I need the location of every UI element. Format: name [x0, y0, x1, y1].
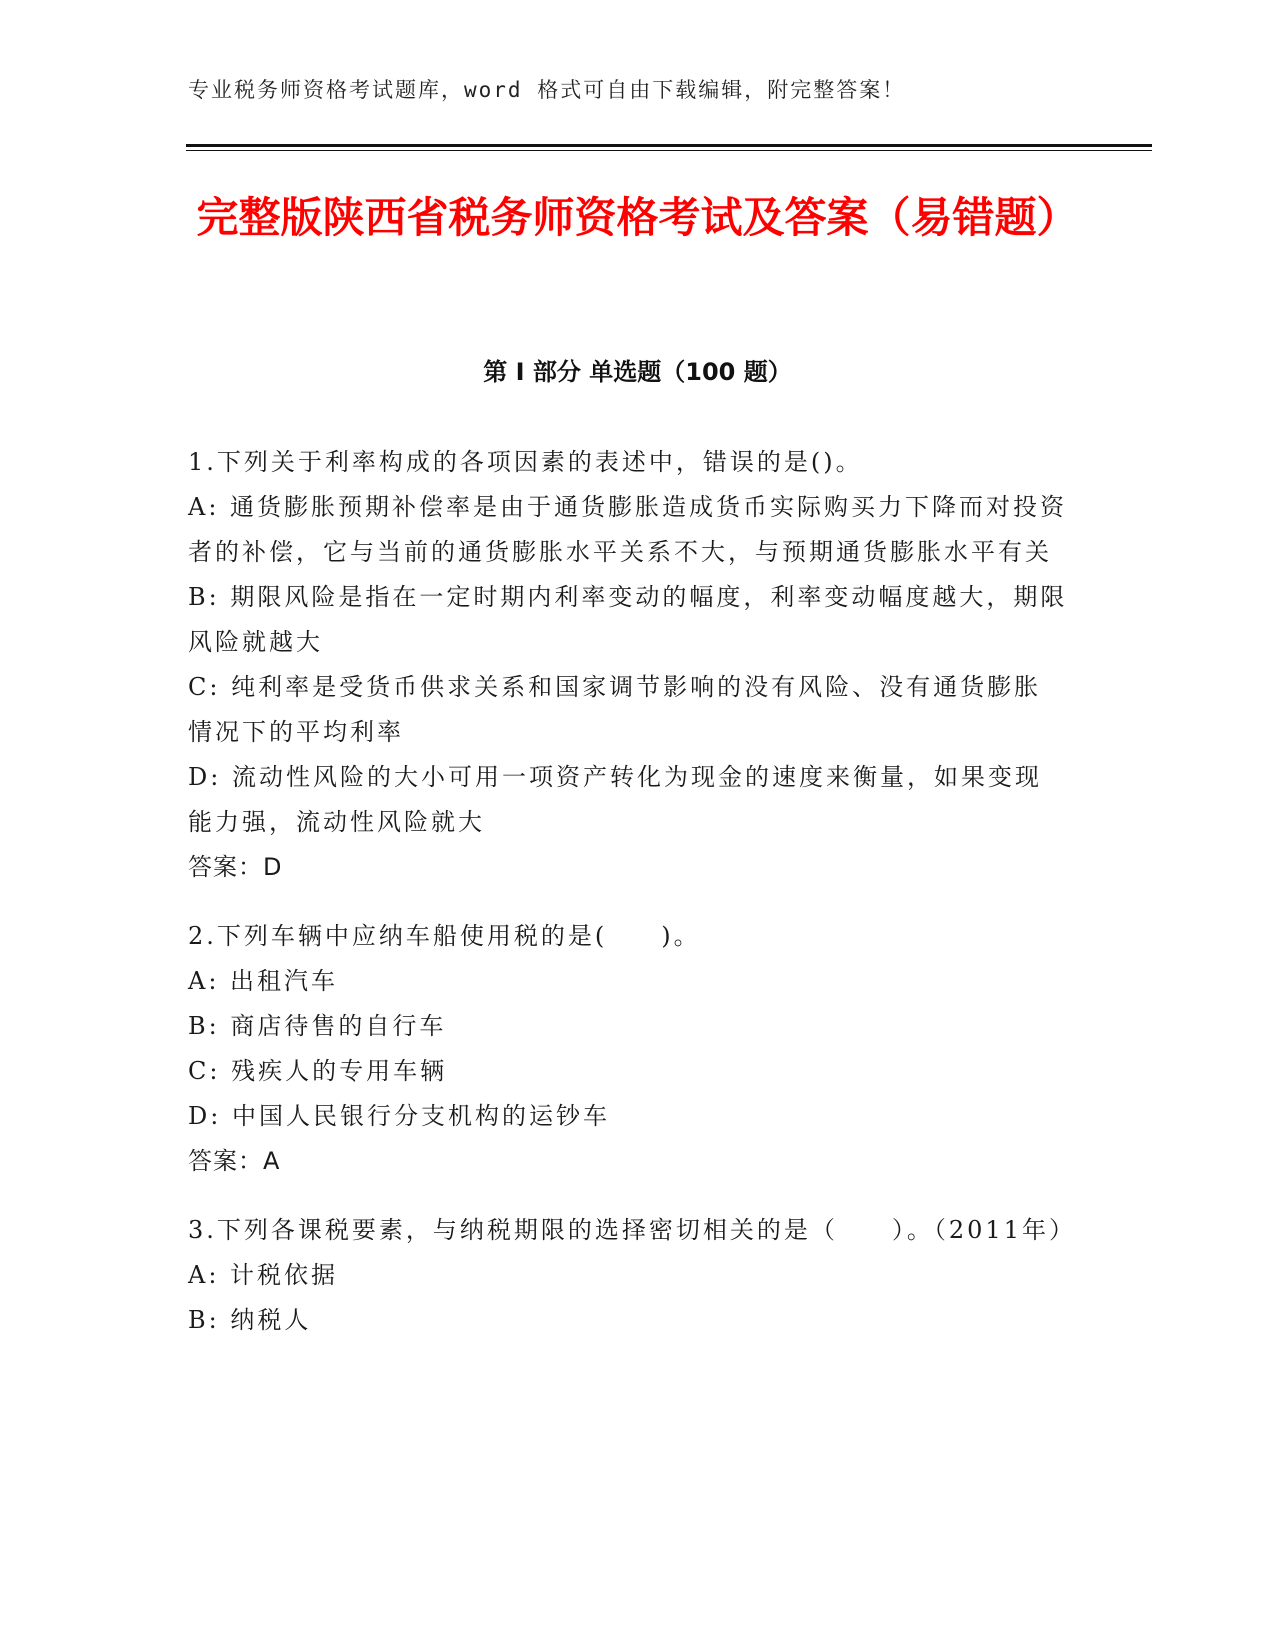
option-d: D: 中国人民银行分支机构的运钞车 — [188, 1102, 610, 1130]
option-c: C: 残疾人的专用车辆 — [188, 1057, 448, 1085]
question-2 — [188, 914, 1068, 1184]
question-stem: 2.下列车辆中应纳车船使用税的是( )。 — [188, 922, 701, 950]
header-rule-thin — [186, 150, 1152, 151]
option-b: B: 商店待售的自行车 — [188, 1012, 447, 1040]
option-a: A: 通货膨胀预期补偿率是由于通货膨胀造成货币实际购买力下降而对投资者的补偿，它与当前的通货膨胀水平关系不大，与预期通货膨胀水平有关 — [188, 493, 1068, 566]
section-title: 第 I 部分 单选题（100 题） — [483, 358, 792, 386]
question-list — [188, 440, 1076, 1367]
question-3 — [188, 1208, 1076, 1343]
option-d: D: 流动性风险的大小可用一项资产转化为现金的速度来衡量，如果变现能力强，流动性风险就大 — [188, 763, 1042, 836]
question-1 — [188, 440, 1068, 890]
option-a: A: 计税依据 — [188, 1261, 339, 1289]
option-b: B: 纳税人 — [188, 1306, 312, 1334]
question-stem: 3.下列各课税要素，与纳税期限的选择密切相关的是（ ）。（2011年） — [188, 1216, 1076, 1244]
answer: 答案：A — [188, 1147, 281, 1175]
option-a: A: 出租汽车 — [188, 967, 339, 995]
question-stem: 1.下列关于利率构成的各项因素的表述中，错误的是()。 — [188, 448, 863, 476]
header-note: 专业税务师资格考试题库，word 格式可自由下载编辑，附完整答案！ — [188, 78, 906, 102]
option-c: C: 纯利率是受货币供求关系和国家调节影响的没有风险、没有通货膨胀情况下的平均利率 — [188, 673, 1042, 746]
option-b: B: 期限风险是指在一定时期内利率变动的幅度，利率变动幅度越大，期限风险就越大 — [188, 583, 1068, 656]
answer: 答案：D — [188, 853, 283, 881]
header-rule-thick — [186, 144, 1152, 147]
document-title: 完整版陕西省税务师资格考试及答案（易错题） — [196, 193, 1079, 242]
